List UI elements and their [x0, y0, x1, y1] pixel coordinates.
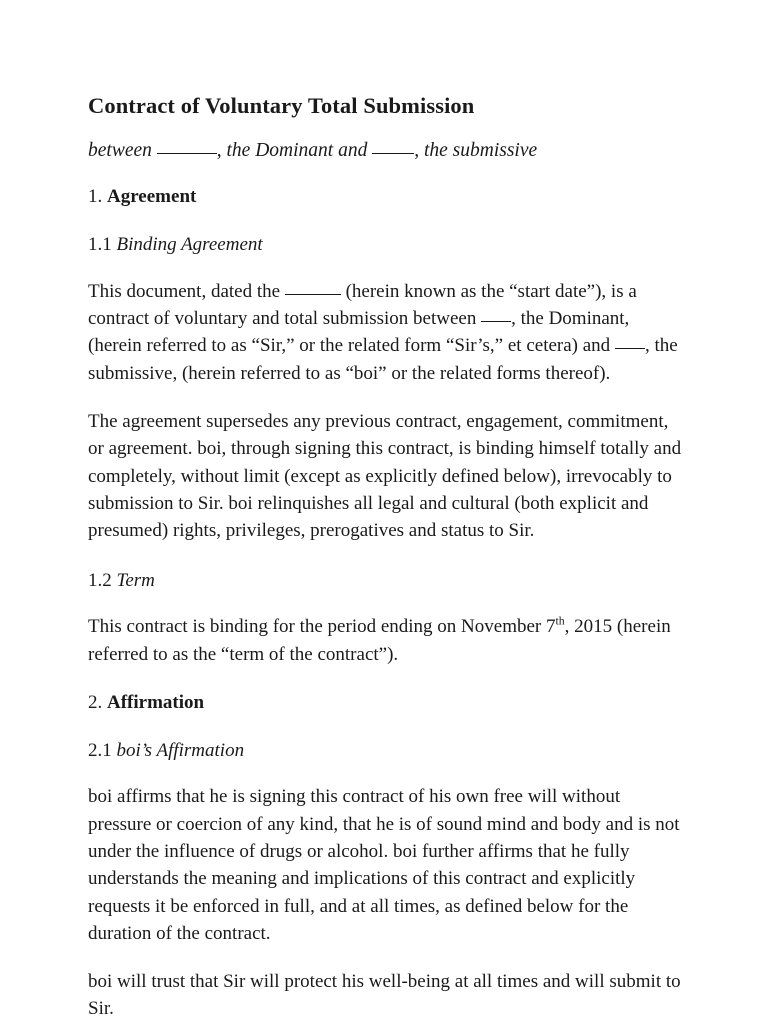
section-title-1: Agreement — [107, 186, 197, 208]
subsection-number-2-1: 2.1 — [88, 739, 112, 761]
section-number-1: 1. — [88, 186, 103, 208]
section-heading-1 — [88, 185, 683, 209]
paragraph-1-1-b: The agreement supersedes any previous contract, engagement, commitment, or agreement. boi, through signing this contract, is binding himself totally and completely, without limit (except as explicitly defined below), irrevocably to submission to Sir. boi relinquishes all legal and cultural (both explicit and presumed) rights, privileges, prerogatives and status to Sir. — [88, 411, 682, 542]
paragraph-2-1-b: boi will trust that Sir will protect his well-being at all times and will submit to Sir. — [88, 971, 681, 1020]
paragraph-1-1-a-part4: , the submissive, (herein referred to as “boi” or the related forms thereof). — [88, 335, 678, 384]
subtitle-mid-text: , the Dominant and — [216, 140, 368, 161]
subsection-title-1-1: Binding Agreement — [116, 234, 263, 256]
subtitle-lead-text: between — [88, 140, 152, 161]
start-date-blank — [285, 294, 341, 295]
subsection-title-2-1: boi’s Affirmation — [116, 739, 245, 761]
paragraph-1-1-a — [88, 278, 683, 387]
submissive-name-blank — [615, 348, 645, 349]
subtitle-tail-text: , the submissive — [414, 140, 538, 161]
paragraph-1-1-a-part1: This document, dated the — [88, 280, 281, 302]
section-number-2: 2. — [88, 691, 103, 713]
paragraph-1-2-a-part1: This contract is binding for the period ending on November 7 — [88, 616, 556, 638]
subsection-heading-1-1 — [88, 233, 683, 257]
subsection-title-1-2: Term — [116, 569, 155, 591]
paragraph-1-1-a-part2: (herein known as the “start date”), is a contract of voluntary and total submission between — [88, 280, 637, 330]
dominant-name-blank — [481, 321, 511, 322]
subsection-heading-2-1 — [88, 739, 683, 763]
subtitle-submissive-blank — [372, 153, 414, 154]
subsection-number-1-2: 1.2 — [88, 569, 112, 591]
subsection-heading-1-2 — [88, 569, 683, 593]
document-body — [88, 92, 683, 1023]
paragraph-1-2-a-part2: , 2015 (herein referred to as the “term of the contract”). — [88, 616, 671, 665]
paragraph-1-1-a-part3: , the Dominant, (herein referred to as “Sir,” or the related form “Sir’s,” et cetera) and — [88, 308, 630, 357]
subsection-number-1-1: 1.1 — [88, 234, 112, 256]
ordinal-suffix: th — [555, 614, 565, 628]
paragraph-1-2-a — [88, 613, 683, 668]
paragraph-2-1-a: boi affirms that he is signing this contract of his own free will without pressure or coercion of any kind, that he is of sound mind and body and is not under the influence of drugs or alcohol. boi further affirms that he fully understands the meaning and implications of this contract and explicitly requests it be enforced in full, and at all times, as defined below for the duration of the contract. — [88, 786, 680, 944]
document-title: Contract of Voluntary Total Submission — [88, 93, 475, 118]
document-subtitle — [88, 139, 683, 162]
section-title-2: Affirmation — [107, 691, 205, 713]
section-heading-2 — [88, 691, 683, 715]
subtitle-dominant-blank — [157, 153, 217, 154]
